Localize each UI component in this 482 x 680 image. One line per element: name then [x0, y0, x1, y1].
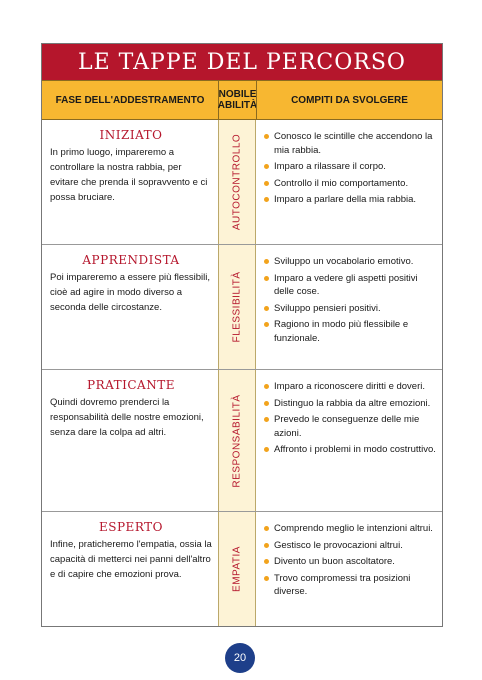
ability-cell — [218, 512, 256, 626]
ability-cell — [218, 370, 256, 511]
ability-cell — [218, 245, 256, 369]
stage-name: ESPERTO — [99, 520, 163, 534]
list-item: Imparo a riconoscere diritti e doveri. — [264, 380, 436, 394]
stage-description: Poi impareremo a essere più flessibili, cioè ad agire in modo diverso a seconda delle circostanze. — [50, 272, 210, 313]
stage-name: INIZIATO — [99, 128, 163, 142]
header-phase: FASE DELL'ADDESTRAMENTO — [55, 94, 205, 106]
stage-name: PRATICANTE — [87, 378, 175, 392]
table-row — [42, 120, 442, 245]
stage-description: In primo luogo, impareremo a controllare la nostra rabbia, per evitare che prenda il sopravvento e ci possa bruciare. — [50, 147, 208, 203]
task-list — [264, 255, 436, 345]
list-item: Imparo a vedere gli aspetti positivi delle cose. — [264, 272, 436, 299]
list-item: Trovo compromessi tra posizioni diverse. — [264, 572, 436, 599]
list-item: Sviluppo pensieri positivi. — [264, 302, 436, 316]
page-title: LE TAPPE DEL PERCORSO — [42, 44, 442, 80]
ability-label: FLESSIBILITÀ — [231, 271, 243, 343]
list-item: Imparo a parlare della mia rabbia. — [264, 193, 436, 207]
ability-label: AUTOCONTROLLO — [231, 133, 243, 231]
tasks-cell — [256, 512, 442, 626]
phase-cell — [42, 120, 218, 244]
stage-name: APPRENDISTA — [82, 253, 180, 267]
phase-cell — [42, 245, 218, 369]
table-row — [42, 245, 442, 370]
stages-table — [41, 43, 443, 627]
list-item: Ragiono in modo più flessibile e funzionale. — [264, 318, 436, 345]
task-list — [264, 380, 436, 457]
task-list — [264, 130, 436, 207]
stage-description: Infine, praticheremo l'empatia, ossia la capacità di metterci nei panni dell'altro e di capire che emozioni prova. — [50, 539, 212, 580]
ability-label: RESPONSABILITÀ — [231, 393, 243, 488]
table-header — [42, 80, 442, 120]
phase-cell — [42, 512, 218, 626]
list-item: Divento un buon ascoltatore. — [264, 555, 436, 569]
table-row — [42, 370, 442, 512]
tasks-cell — [256, 245, 442, 369]
stage-description: Quindi dovremo prenderci la responsabilità delle nostre emozioni, senza dare la colpa ad altri. — [50, 397, 204, 438]
header-ability: NOBILE ABILITÀ — [218, 81, 256, 119]
list-item: Affronto i problemi in modo costruttivo. — [264, 443, 436, 457]
header-tasks: COMPITI DA SVOLGERE — [256, 81, 442, 119]
list-item: Distinguo la rabbia da altre emozioni. — [264, 397, 436, 411]
list-item: Sviluppo un vocabolario emotivo. — [264, 255, 436, 269]
list-item: Conosco le scintille che accendono la mia rabbia. — [264, 130, 436, 157]
list-item: Comprendo meglio le intenzioni altrui. — [264, 522, 436, 536]
list-item: Controllo il mio comportamento. — [264, 177, 436, 191]
task-list — [264, 522, 436, 599]
list-item: Gestisco le provocazioni altrui. — [264, 539, 436, 553]
list-item: Imparo a rilassare il corpo. — [264, 160, 436, 174]
tasks-cell — [256, 370, 442, 511]
tasks-cell — [256, 120, 442, 244]
ability-label: EMPATIA — [231, 546, 243, 592]
phase-cell — [42, 370, 218, 511]
table-row — [42, 512, 442, 626]
ability-cell — [218, 120, 256, 244]
page-number: 20 — [225, 643, 255, 673]
list-item: Prevedo le conseguenze delle mie azioni. — [264, 413, 436, 440]
